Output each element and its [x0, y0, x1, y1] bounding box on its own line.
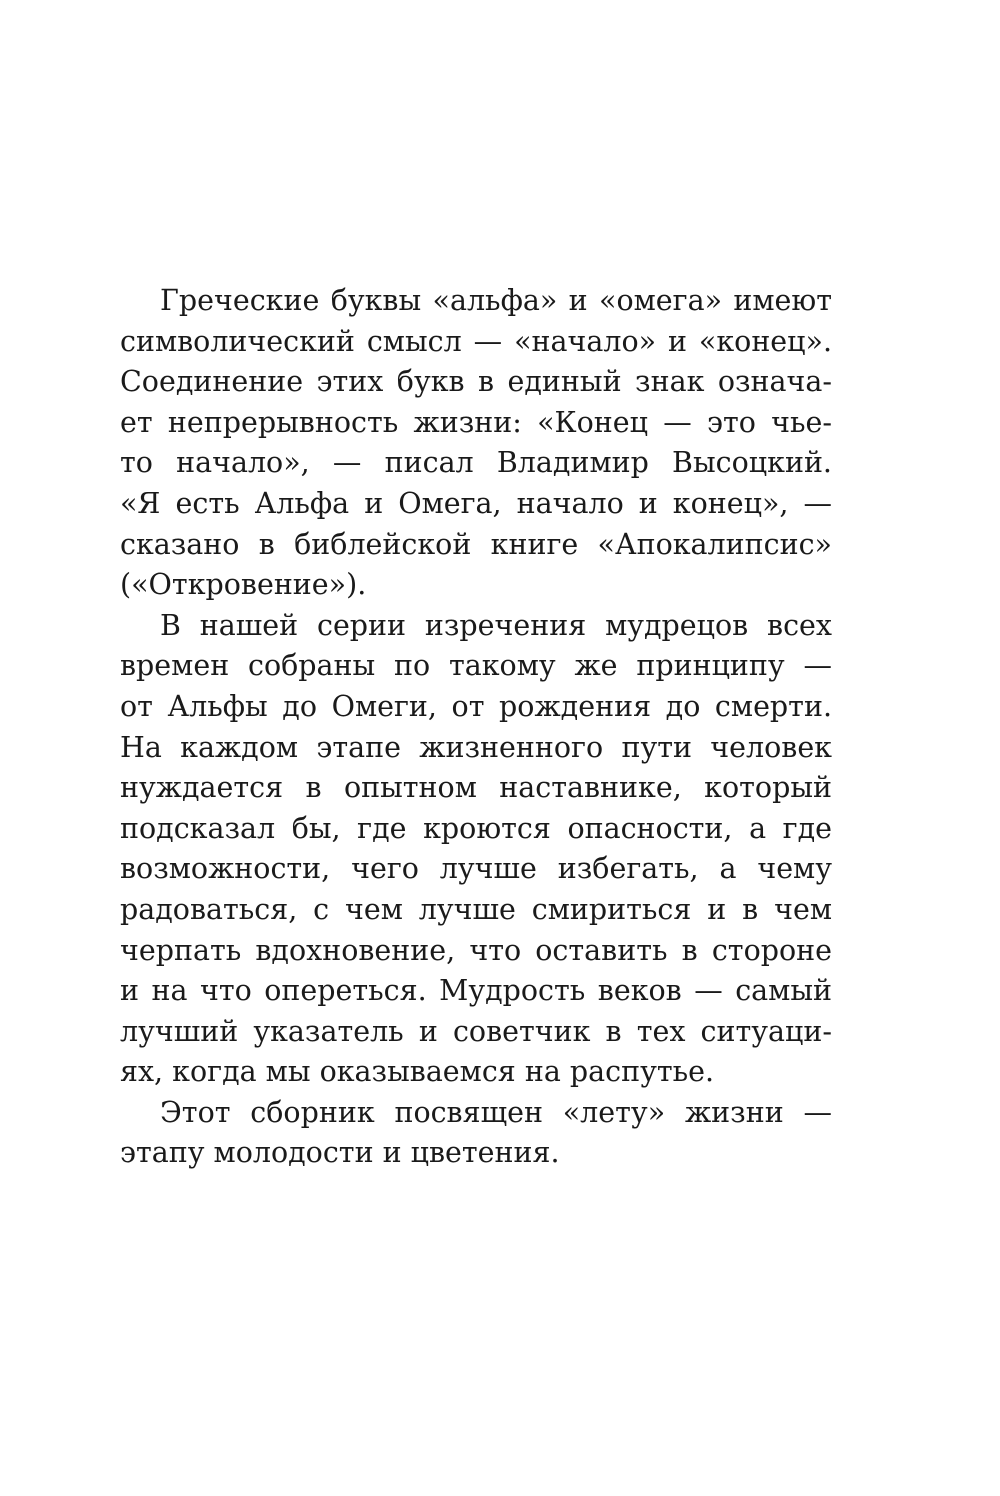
paragraph-2-line-1: В нашей серии изречения мудрецов всех — [160, 608, 832, 642]
paragraph-2-line-12: ях, когда мы оказываемся на распутье. — [120, 1055, 715, 1089]
paragraph-1-line-3: Соединение этих букв в единый знак означа- — [120, 365, 832, 399]
paragraph-2-line-2: времен собраны по такому же принципу — — [120, 649, 832, 683]
paragraph-1-line-5: то начало», — писал Владимир Высоцкий. — [120, 446, 832, 480]
paragraph-1-line-7: сказано в библейской книге «Апокалипсис» — [120, 527, 832, 561]
paragraph-2-line-7: возможности, чего лучше избегать, а чему — [120, 852, 832, 886]
paragraph-1-line-6: «Я есть Альфа и Омега, начало и конец», — — [120, 486, 832, 520]
paragraph-3-line-2: этапу молодости и цветения. — [120, 1136, 560, 1170]
paragraph-2-line-8: радоваться, с чем лучше смириться и в чем — [120, 892, 832, 926]
paragraph-1-line-2: символический смысл — «начало» и «конец». — [120, 324, 832, 358]
paragraph-1-line-1: Греческие буквы «альфа» и «омега» имеют — [160, 284, 832, 317]
paragraph-1-line-8: («Откровение»). — [120, 568, 367, 602]
paragraph-2-line-3: от Альфы до Омеги, от рождения до смерти. — [120, 689, 832, 723]
paragraph-1-line-4: ет непрерывность жизни: «Конец — это чье- — [120, 405, 832, 439]
paragraph-2-line-11: лучший указатель и советчик в тех ситуаци- — [120, 1014, 832, 1048]
paragraph-2-line-10: и на что опереться. Мудрость веков — самый — [120, 974, 832, 1008]
paragraph-3-line-1: Этот сборник посвящен «лету» жизни — — [160, 1095, 832, 1129]
paragraph-2-line-6: подсказал бы, где кроются опасности, а где — [120, 811, 832, 845]
page-text — [120, 281, 832, 1174]
paragraph-2-line-9: черпать вдохновение, что оставить в стороне — [120, 933, 832, 967]
paragraph-2-line-4: На каждом этапе жизненного пути человек — [120, 730, 832, 764]
paragraph-2-line-5: нуждается в опытном наставнике, который — [120, 771, 832, 805]
